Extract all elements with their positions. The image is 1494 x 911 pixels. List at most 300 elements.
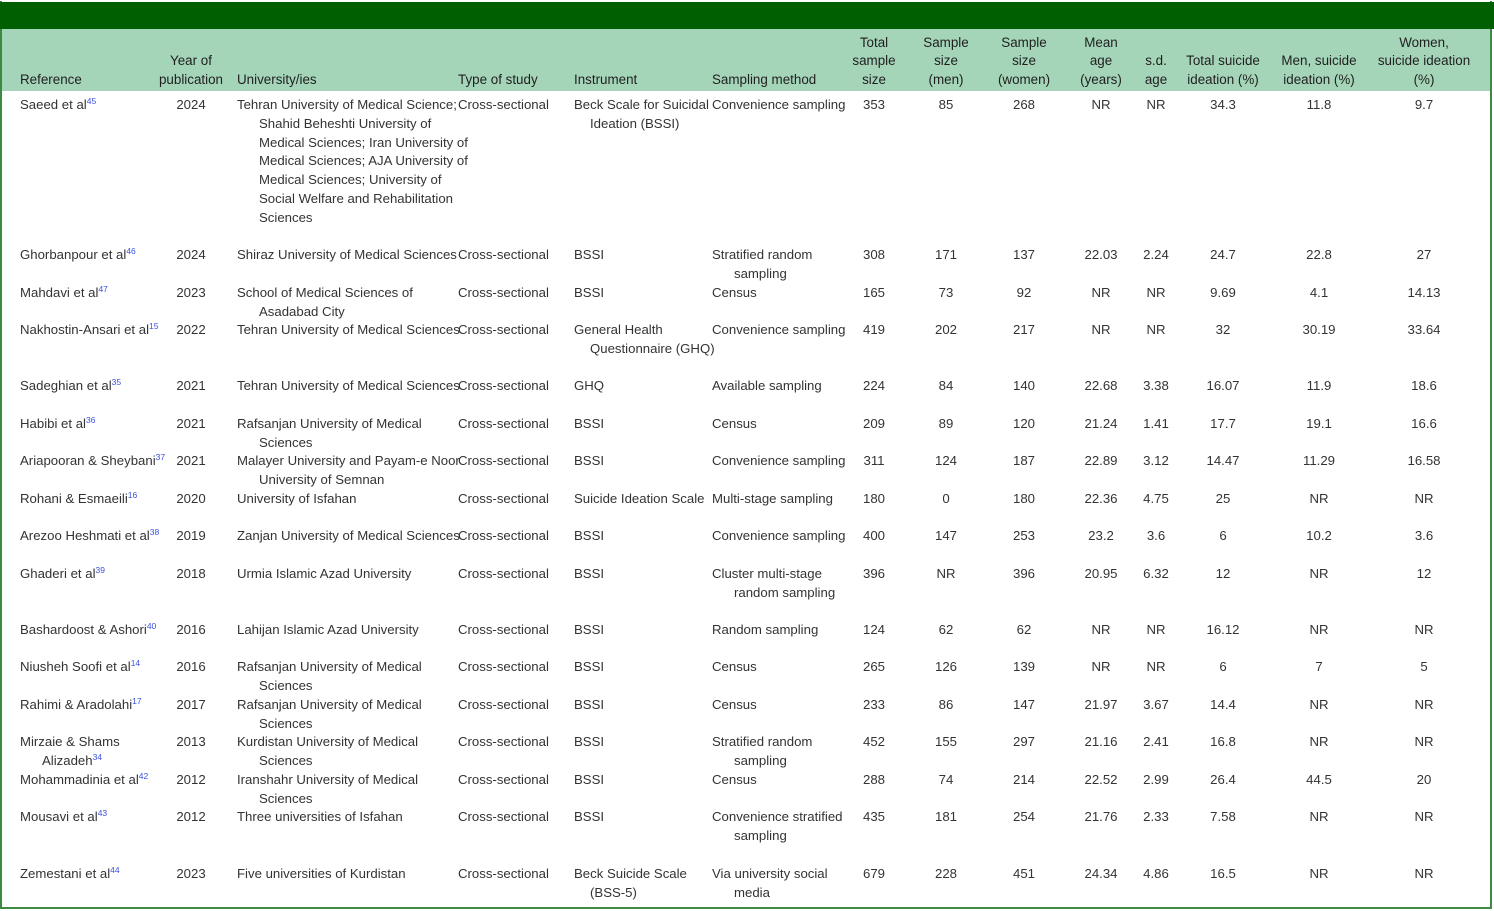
citation-link[interactable]: 39 bbox=[95, 565, 105, 575]
cell-reference bbox=[20, 658, 177, 677]
cell-sampling bbox=[712, 658, 859, 677]
cell-reference bbox=[20, 284, 177, 303]
cell-type bbox=[458, 452, 568, 471]
men-text: 74 bbox=[938, 772, 954, 787]
cell-women bbox=[990, 452, 1058, 471]
cell-sampling bbox=[712, 377, 859, 396]
cell-year bbox=[156, 621, 226, 640]
cell-men bbox=[912, 452, 980, 471]
cell-total bbox=[845, 865, 903, 884]
sd-age-text: 2.33 bbox=[1143, 809, 1169, 824]
women-text: 253 bbox=[1012, 528, 1035, 543]
sampling-text: Convenience sampling bbox=[712, 97, 846, 112]
cell-men-si bbox=[1275, 321, 1363, 340]
cell-sd-age bbox=[1136, 377, 1176, 396]
cell-men bbox=[912, 490, 980, 509]
cell-men bbox=[912, 415, 980, 434]
column-header-line: Year of bbox=[170, 53, 212, 68]
university-text: Rafsanjan University of Medical Sciences bbox=[237, 659, 422, 693]
citation-link[interactable]: 16 bbox=[127, 490, 138, 500]
type-text: Cross-sectional bbox=[458, 622, 549, 637]
cell-university bbox=[237, 527, 469, 546]
cell-instrument bbox=[574, 377, 718, 396]
column-header-line: (years) bbox=[1080, 71, 1122, 87]
men-si-text: 11.9 bbox=[1306, 378, 1332, 393]
total-text: 419 bbox=[862, 322, 885, 337]
cell-men bbox=[912, 321, 980, 340]
cell-men-si bbox=[1275, 865, 1363, 884]
column-header-line: ideation (%) bbox=[1283, 71, 1355, 87]
cell-total-si bbox=[1181, 658, 1265, 677]
university-text: Rafsanjan University of Medical Sciences bbox=[237, 697, 422, 731]
column-header bbox=[1370, 34, 1478, 90]
cell-university bbox=[237, 771, 469, 809]
cell-total-si bbox=[1181, 377, 1265, 396]
sampling-text: Convenience stratified sampling bbox=[712, 809, 843, 843]
sd-age-text: 3.6 bbox=[1146, 528, 1166, 543]
cell-sampling bbox=[712, 771, 859, 790]
cell-sd-age bbox=[1136, 621, 1176, 640]
cell-sd-age bbox=[1136, 527, 1176, 546]
cell-university bbox=[237, 621, 469, 640]
cell-women-si bbox=[1370, 377, 1478, 396]
men-si-text: NR bbox=[1309, 809, 1329, 824]
cell-men bbox=[912, 658, 980, 677]
cell-total-si bbox=[1181, 284, 1265, 303]
cell-women bbox=[990, 696, 1058, 715]
column-header bbox=[1074, 34, 1128, 90]
cell-women bbox=[990, 96, 1058, 115]
men-text: 89 bbox=[938, 416, 954, 431]
men-si-text: 22.8 bbox=[1306, 247, 1332, 262]
men-text: 228 bbox=[934, 866, 957, 881]
men-text: 155 bbox=[934, 734, 957, 749]
cell-total bbox=[845, 415, 903, 434]
reference-text: Ghaderi et al bbox=[20, 566, 96, 581]
mean-age-text: NR bbox=[1091, 659, 1111, 674]
year-text: 2019 bbox=[176, 528, 206, 543]
cell-women-si bbox=[1370, 771, 1478, 790]
cell-total-si bbox=[1181, 527, 1265, 546]
cell-total bbox=[845, 771, 903, 790]
column-header bbox=[990, 34, 1058, 90]
cell-total bbox=[845, 96, 903, 115]
cell-type bbox=[458, 321, 568, 340]
cell-type bbox=[458, 284, 568, 303]
total-si-text: 14.47 bbox=[1206, 453, 1240, 468]
cell-year bbox=[156, 246, 226, 265]
column-header-line: Mean bbox=[1084, 34, 1118, 50]
total-si-text: 24.7 bbox=[1210, 247, 1236, 262]
reference-text: Bashardoost & Ashori bbox=[20, 622, 147, 637]
mean-age-text: 22.03 bbox=[1084, 247, 1118, 262]
cell-university bbox=[237, 733, 469, 771]
year-text: 2016 bbox=[176, 659, 206, 674]
type-text: Cross-sectional bbox=[458, 416, 549, 431]
citation-link[interactable]: 46 bbox=[126, 246, 136, 256]
cell-sampling bbox=[712, 246, 859, 284]
citation-link[interactable]: 40 bbox=[146, 621, 157, 631]
citation-link[interactable]: 44 bbox=[110, 865, 120, 875]
cell-instrument bbox=[574, 621, 718, 640]
cell-sampling bbox=[712, 733, 859, 771]
cell-sd-age bbox=[1136, 415, 1176, 434]
cell-university bbox=[237, 808, 469, 827]
reference-text: Rahimi & Aradolahi bbox=[20, 697, 133, 712]
cell-total bbox=[845, 565, 903, 584]
cell-men bbox=[912, 246, 980, 265]
cell-sampling bbox=[712, 865, 859, 903]
women-si-text: 3.6 bbox=[1414, 528, 1434, 543]
reference-text: Nakhostin-Ansari et al bbox=[20, 322, 150, 337]
cell-year bbox=[156, 771, 226, 790]
total-text: 224 bbox=[862, 378, 885, 393]
sampling-text: Cluster multi-stage random sampling bbox=[712, 566, 836, 600]
sd-age-text: 6.32 bbox=[1143, 566, 1169, 581]
column-header-line: Instrument bbox=[574, 71, 638, 87]
cell-mean-age bbox=[1074, 621, 1128, 640]
cell-sd-age bbox=[1136, 733, 1176, 752]
cell-instrument bbox=[574, 733, 718, 752]
year-text: 2021 bbox=[176, 453, 206, 468]
cell-total-si bbox=[1181, 808, 1265, 827]
citation-link[interactable]: 47 bbox=[98, 284, 108, 294]
type-text: Cross-sectional bbox=[458, 809, 549, 824]
citation-link[interactable]: 34 bbox=[92, 751, 103, 762]
sampling-text: Census bbox=[712, 416, 757, 431]
citation-link[interactable]: 42 bbox=[138, 771, 149, 781]
cell-total-si bbox=[1181, 490, 1265, 509]
cell-mean-age bbox=[1074, 865, 1128, 884]
cell-total-si bbox=[1181, 621, 1265, 640]
reference-text: Niusheh Soofi et al bbox=[20, 659, 131, 674]
university-text: Five universities of Kurdistan bbox=[237, 866, 406, 881]
university-text: Tehran University of Medical Sciences bbox=[237, 322, 460, 337]
cell-instrument bbox=[574, 96, 718, 134]
men-text: 84 bbox=[938, 378, 954, 393]
cell-year bbox=[156, 733, 226, 752]
reference-text: Arezoo Heshmati et al bbox=[20, 528, 150, 543]
cell-women bbox=[990, 565, 1058, 584]
cell-reference bbox=[20, 377, 177, 396]
cell-type bbox=[458, 696, 568, 715]
cell-type bbox=[458, 771, 568, 790]
women-si-text: 18.6 bbox=[1411, 378, 1437, 393]
cell-mean-age bbox=[1074, 527, 1128, 546]
year-text: 2021 bbox=[176, 378, 206, 393]
citation-link[interactable]: 15 bbox=[149, 321, 159, 331]
column-header bbox=[845, 34, 903, 90]
cell-instrument bbox=[574, 452, 718, 471]
total-text: 679 bbox=[862, 866, 885, 881]
citation-link[interactable]: 36 bbox=[85, 415, 96, 425]
cell-total bbox=[845, 621, 903, 640]
cell-year bbox=[156, 96, 226, 115]
column-header-line: University/ies bbox=[237, 71, 317, 87]
column-header-line: Sample bbox=[1001, 34, 1047, 50]
cell-mean-age bbox=[1074, 808, 1128, 827]
mean-age-text: NR bbox=[1091, 97, 1111, 112]
cell-year bbox=[156, 415, 226, 434]
instrument-text: BSSI bbox=[574, 528, 605, 543]
cell-total-si bbox=[1181, 452, 1265, 471]
column-header-line: Men, suicide bbox=[1281, 53, 1357, 68]
column-header-line: Reference bbox=[20, 71, 82, 87]
women-si-text: NR bbox=[1414, 734, 1434, 749]
type-text: Cross-sectional bbox=[458, 378, 549, 393]
cell-total-si bbox=[1181, 96, 1265, 115]
citation-link[interactable]: 38 bbox=[149, 527, 160, 537]
cell-men-si bbox=[1275, 565, 1363, 584]
women-text: 62 bbox=[1016, 622, 1032, 637]
cell-women-si bbox=[1370, 696, 1478, 715]
cell-sd-age bbox=[1136, 321, 1176, 340]
cell-men bbox=[912, 865, 980, 884]
cell-men bbox=[912, 284, 980, 303]
cell-sd-age bbox=[1136, 246, 1176, 265]
total-text: 233 bbox=[862, 697, 885, 712]
university-text: University of Isfahan bbox=[237, 491, 357, 506]
reference-text: Ariapooran & Sheybani bbox=[20, 453, 156, 468]
cell-women-si bbox=[1370, 452, 1478, 471]
total-text: 180 bbox=[862, 491, 885, 506]
type-text: Cross-sectional bbox=[458, 491, 549, 506]
men-text: 73 bbox=[938, 285, 954, 300]
reference-text: Mahdavi et al bbox=[20, 285, 99, 300]
women-text: 92 bbox=[1016, 285, 1032, 300]
women-text: 187 bbox=[1012, 453, 1035, 468]
cell-women bbox=[990, 808, 1058, 827]
cell-total bbox=[845, 527, 903, 546]
column-header bbox=[20, 71, 155, 90]
column-header bbox=[912, 34, 980, 90]
cell-women bbox=[990, 771, 1058, 790]
total-text: 435 bbox=[862, 809, 885, 824]
cell-men-si bbox=[1275, 733, 1363, 752]
men-si-text: 11.29 bbox=[1302, 453, 1336, 468]
total-text: 209 bbox=[862, 416, 885, 431]
cell-mean-age bbox=[1074, 377, 1128, 396]
cell-year bbox=[156, 377, 226, 396]
cell-women-si bbox=[1370, 565, 1478, 584]
men-text: 171 bbox=[934, 247, 957, 262]
cell-total bbox=[845, 696, 903, 715]
type-text: Cross-sectional bbox=[458, 659, 549, 674]
table-title-band bbox=[0, 2, 1494, 29]
men-si-text: NR bbox=[1309, 622, 1329, 637]
cell-men bbox=[912, 621, 980, 640]
women-si-text: 12 bbox=[1416, 566, 1432, 581]
sampling-text: Multi-stage sampling bbox=[712, 491, 833, 506]
cell-women-si bbox=[1370, 808, 1478, 827]
men-si-text: NR bbox=[1309, 866, 1329, 881]
sd-age-text: NR bbox=[1146, 622, 1166, 637]
year-text: 2013 bbox=[176, 734, 206, 749]
women-text: 180 bbox=[1012, 491, 1035, 506]
women-si-text: 27 bbox=[1416, 247, 1432, 262]
citation-link[interactable]: 37 bbox=[155, 452, 166, 462]
cell-reference bbox=[20, 415, 177, 434]
cell-women-si bbox=[1370, 658, 1478, 677]
citation-link[interactable]: 45 bbox=[86, 96, 97, 106]
men-si-text: NR bbox=[1309, 566, 1329, 581]
women-si-text: NR bbox=[1414, 622, 1434, 637]
cell-men-si bbox=[1275, 377, 1363, 396]
men-si-text: 4.1 bbox=[1309, 285, 1329, 300]
total-si-text: 12 bbox=[1215, 566, 1231, 581]
men-text: NR bbox=[936, 566, 956, 581]
cell-year bbox=[156, 658, 226, 677]
reference-text: Ghorbanpour et al bbox=[20, 247, 127, 262]
reference-text: Mirzaie & Shams Alizadeh bbox=[20, 734, 120, 768]
cell-women-si bbox=[1370, 415, 1478, 434]
cell-reference bbox=[20, 621, 177, 640]
sd-age-text: NR bbox=[1146, 322, 1166, 337]
cell-sampling bbox=[712, 527, 859, 546]
citation-link[interactable]: 43 bbox=[97, 808, 108, 818]
cell-instrument bbox=[574, 565, 718, 584]
cell-total bbox=[845, 490, 903, 509]
cell-men bbox=[912, 527, 980, 546]
total-si-text: 16.12 bbox=[1206, 622, 1240, 637]
university-text: Tehran University of Medical Sciences bbox=[237, 378, 460, 393]
university-text: Iranshahr University of Medical Sciences bbox=[237, 772, 419, 806]
instrument-text: BSSI bbox=[574, 772, 605, 787]
cell-sd-age bbox=[1136, 452, 1176, 471]
cell-reference bbox=[20, 808, 177, 827]
cell-reference bbox=[20, 527, 177, 546]
cell-women bbox=[990, 415, 1058, 434]
cell-mean-age bbox=[1074, 246, 1128, 265]
sampling-text: Census bbox=[712, 697, 757, 712]
table-header bbox=[2, 29, 1490, 91]
cell-instrument bbox=[574, 415, 718, 434]
cell-total-si bbox=[1181, 771, 1265, 790]
cell-university bbox=[237, 284, 469, 322]
type-text: Cross-sectional bbox=[458, 322, 549, 337]
sampling-text: Convenience sampling bbox=[712, 322, 846, 337]
citation-link[interactable]: 35 bbox=[111, 377, 122, 387]
women-text: 451 bbox=[1012, 866, 1035, 881]
cell-total-si bbox=[1181, 246, 1265, 265]
cell-sampling bbox=[712, 321, 859, 340]
year-text: 2016 bbox=[176, 622, 206, 637]
mean-age-text: 22.52 bbox=[1084, 772, 1118, 787]
cell-women bbox=[990, 865, 1058, 884]
cell-total-si bbox=[1181, 321, 1265, 340]
men-si-text: 44.5 bbox=[1306, 772, 1332, 787]
university-text: Lahijan Islamic Azad University bbox=[237, 622, 419, 637]
cell-type bbox=[458, 527, 568, 546]
women-text: 297 bbox=[1012, 734, 1035, 749]
cell-total bbox=[845, 733, 903, 752]
cell-sd-age bbox=[1136, 696, 1176, 715]
sampling-text: Stratified random sampling bbox=[712, 734, 813, 768]
total-si-text: 16.07 bbox=[1206, 378, 1240, 393]
cell-sd-age bbox=[1136, 490, 1176, 509]
citation-link[interactable]: 14 bbox=[130, 658, 141, 668]
sd-age-text: NR bbox=[1146, 285, 1166, 300]
cell-women bbox=[990, 658, 1058, 677]
instrument-text: BSSI bbox=[574, 247, 605, 262]
citation-link[interactable]: 17 bbox=[132, 696, 142, 706]
total-text: 308 bbox=[862, 247, 885, 262]
women-si-text: 33.64 bbox=[1407, 322, 1441, 337]
total-text: 452 bbox=[862, 734, 885, 749]
instrument-text: BSSI bbox=[574, 622, 605, 637]
cell-sampling bbox=[712, 490, 859, 509]
sd-age-text: 1.41 bbox=[1143, 416, 1169, 431]
cell-sd-age bbox=[1136, 771, 1176, 790]
cell-type bbox=[458, 658, 568, 677]
cell-type bbox=[458, 808, 568, 827]
cell-sd-age bbox=[1136, 284, 1176, 303]
column-header-line: (%) bbox=[1413, 71, 1435, 87]
men-text: 62 bbox=[938, 622, 954, 637]
total-si-text: 17.7 bbox=[1210, 416, 1236, 431]
men-si-text: NR bbox=[1309, 697, 1329, 712]
type-text: Cross-sectional bbox=[458, 697, 549, 712]
cell-type bbox=[458, 246, 568, 265]
total-si-text: 26.4 bbox=[1210, 772, 1236, 787]
sampling-text: Census bbox=[712, 285, 757, 300]
mean-age-text: 22.68 bbox=[1084, 378, 1118, 393]
cell-women-si bbox=[1370, 621, 1478, 640]
reference-text: Zemestani et al bbox=[20, 866, 111, 881]
cell-reference bbox=[20, 246, 177, 265]
cell-men-si bbox=[1275, 621, 1363, 640]
cell-year bbox=[156, 696, 226, 715]
university-text: Tehran University of Medical Science; Shahid Beheshti University of Medical Sciences; Iran University of Medical Sciences; AJA University of Medical Sciences; University of Social Welfare and Rehabilitation Sciences bbox=[237, 97, 468, 225]
women-si-text: NR bbox=[1414, 697, 1434, 712]
cell-total bbox=[845, 246, 903, 265]
university-text: Three universities of Isfahan bbox=[237, 809, 403, 824]
column-header-line: size bbox=[862, 71, 886, 87]
cell-men bbox=[912, 771, 980, 790]
cell-university bbox=[237, 377, 469, 396]
cell-sampling bbox=[712, 565, 859, 603]
sampling-text: Convenience sampling bbox=[712, 453, 846, 468]
men-text: 202 bbox=[934, 322, 957, 337]
instrument-text: Suicide Ideation Scale bbox=[574, 491, 705, 506]
women-text: 139 bbox=[1012, 659, 1035, 674]
cell-type bbox=[458, 565, 568, 584]
cell-university bbox=[237, 696, 469, 734]
reference-text: Mohammadinia et al bbox=[20, 772, 139, 787]
type-text: Cross-sectional bbox=[458, 453, 549, 468]
column-header-line: Type of study bbox=[458, 71, 538, 87]
column-header-line: Total bbox=[859, 34, 889, 50]
mean-age-text: 20.95 bbox=[1084, 566, 1118, 581]
sd-age-text: 2.41 bbox=[1143, 734, 1169, 749]
column-header bbox=[237, 71, 447, 90]
cell-sampling bbox=[712, 415, 859, 434]
cell-university bbox=[237, 658, 469, 696]
cell-reference bbox=[20, 452, 177, 471]
men-text: 126 bbox=[934, 659, 957, 674]
cell-women-si bbox=[1370, 733, 1478, 752]
total-text: 396 bbox=[862, 566, 885, 581]
sd-age-text: NR bbox=[1146, 659, 1166, 674]
cell-sampling bbox=[712, 452, 859, 471]
men-si-text: 10.2 bbox=[1306, 528, 1332, 543]
column-header bbox=[458, 71, 568, 90]
mean-age-text: 24.34 bbox=[1084, 866, 1118, 881]
year-text: 2024 bbox=[176, 247, 206, 262]
cell-men-si bbox=[1275, 246, 1363, 265]
total-si-text: 7.58 bbox=[1210, 809, 1236, 824]
cell-men-si bbox=[1275, 658, 1363, 677]
